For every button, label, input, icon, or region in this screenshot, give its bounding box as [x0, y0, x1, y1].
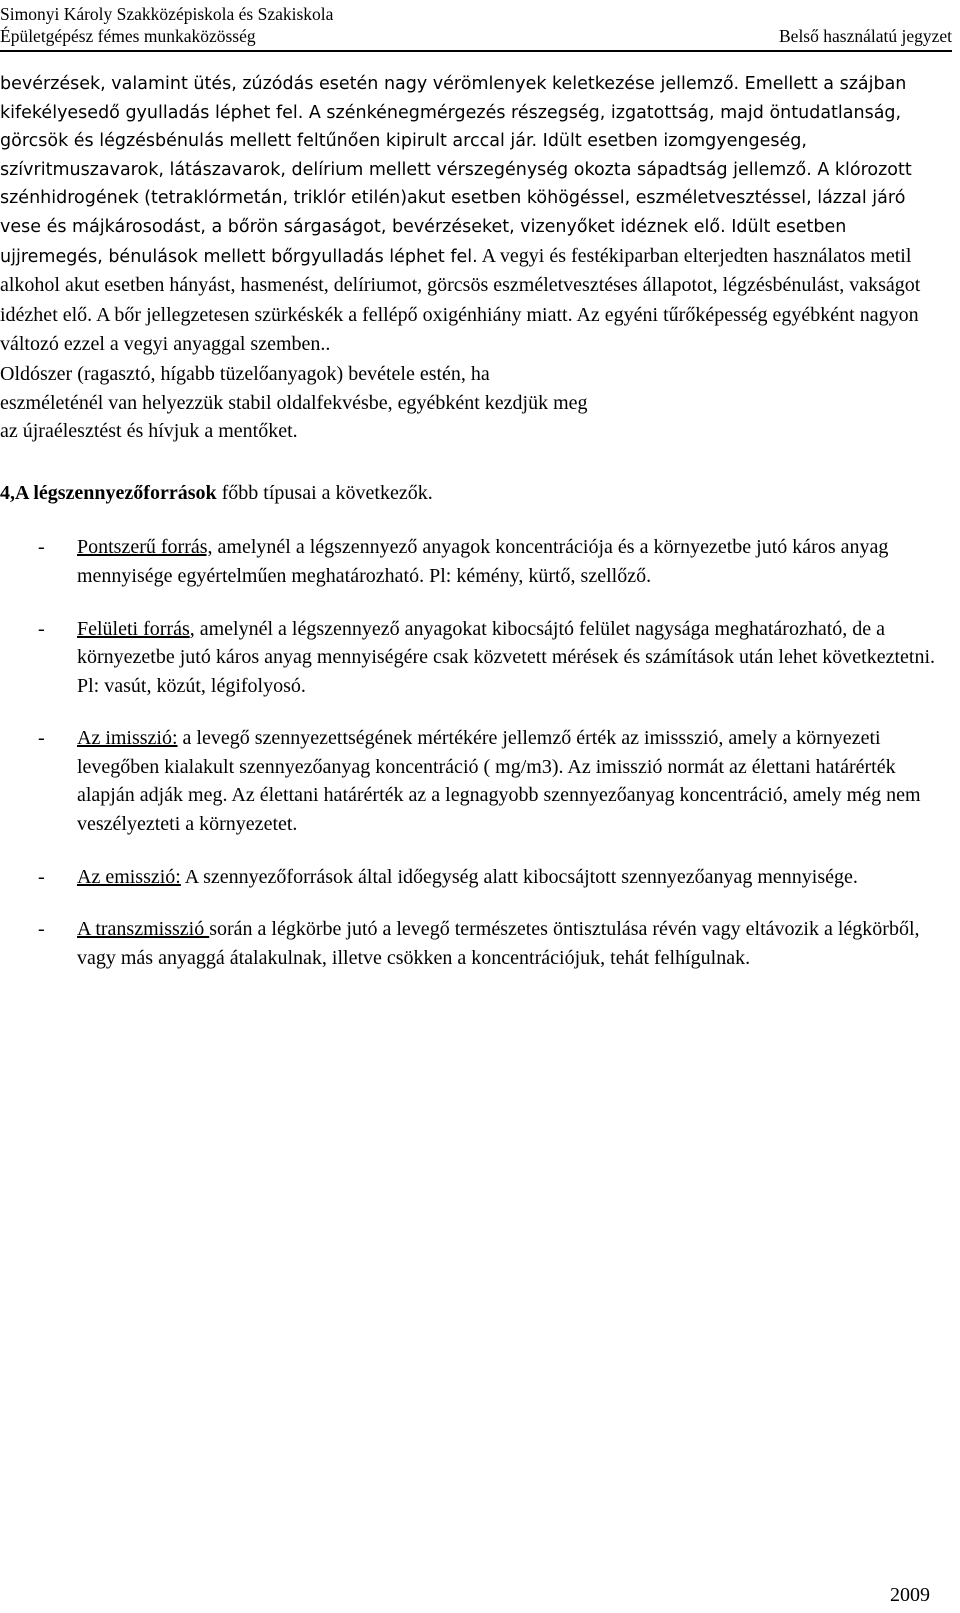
section-heading: [0, 479, 945, 508]
list-item-term: Pontszerű forrás,: [77, 536, 213, 559]
list-item-term: Felületi forrás: [77, 617, 190, 640]
dash-bullet: -: [38, 617, 45, 640]
header-row-1: [0, 3, 952, 25]
solvent-line-1: Oldószer (ragasztó, hígabb tüzelőanyagok) bevétele estén, ha: [0, 362, 490, 385]
list-item: [0, 724, 945, 838]
intro-serif-text: A vegyi és festékiparban elterjedten használatos metil alkohol akut esetben hányást, hasmenést, delíriumot, görcsös eszméletvesztéses állapotot, légzésbénulást, vakságot idézhet elő. A bőr jellegzetesen szürkéskék a fellépő oxigénhiány miatt. Az egyéni tűrőképesség egyébként nagyon változó ezzel a vegyi anyaggal szemben..: [0, 244, 921, 356]
section-bold-title: A légszennyezőforrások: [15, 481, 217, 504]
dash-bullet: -: [38, 536, 45, 559]
list-item-text: , amelynél a légszennyező anyagokat kibocsájtó felület nagysága meghatározható, de a környezetbe jutó káros anyag mennyiségére csak közvetett mérések és számítások után lehet következtetni. Pl: vasút, közút, légifolyosó.: [77, 617, 936, 697]
list-item-term: Az emisszió:: [77, 865, 181, 888]
dash-bullet: -: [38, 865, 45, 888]
document-note: Belső használatú jegyzet: [779, 26, 952, 46]
list-item-text: során a légkörbe jutó a levegő természetes öntisztulása révén vagy eltávozik a légkörből, vagy más anyaggá átalakulnak, illetve csökken a koncentrációjuk, tehát felhígulnak.: [77, 918, 920, 969]
header-row-2: [0, 25, 952, 47]
section-number: 4,: [0, 481, 15, 504]
list-item-text: a levegő szennyezettségének mértékére jellemző érték az imissszió, amely a környezeti levegőben kialakult szennyezőanyag koncentráció ( mg/m3). Az imisszió normát az élettani határérték alapján adják meg. Az élettani határérték az a legnagyobb szennyezőanyag koncentráció, amely még nem veszélyezteti a környezetet.: [77, 727, 921, 836]
footer-year: 2009: [890, 1584, 930, 1606]
school-name: Simonyi Károly Szakközépiskola és Szakiskola: [0, 4, 334, 24]
department-name: Épületgépész fémes munkaközösség: [0, 26, 256, 46]
section-heading-rest: főbb típusai a következők.: [216, 481, 433, 504]
solvent-line-3: az újraélesztést és hívjuk a mentőket.: [0, 420, 298, 443]
document-body: [0, 70, 945, 996]
list-item: [0, 863, 945, 892]
solvent-line-2: eszméleténél van helyezzük stabil oldalfekvésbe, egyébként kezdjük meg: [0, 391, 588, 414]
list-item: [0, 915, 945, 972]
list-item: [0, 615, 945, 701]
list-item-text: amelynél a légszennyező anyagok koncentrációja és a környezetbe jutó káros anyag mennyisége egyértelműen meghatározható. Pl: kémény, kürtő, szellőző.: [77, 536, 889, 587]
intro-sans-text: bevérzések, valamint ütés, zúzódás esetén nagy vérömlenyek keletkezése jellemző. Emellett a szájban kifekélyesedő gyulladás léphet fel. A szénkénegmérgezés részegség, izgatottság, majd öntudatlanság, görcsök és légzésbénulás mellett feltűnően kipirult arccal jár. Idült esetben izomgyengeség, szívritmuszavarok, látászavarok, delírium mellett vérszegénység okozta sápadtság jellemző. A klórozott szénhidrogének (tetraklórmetán, triklór etilén)akut esetben köhögéssel, eszméletvesztéssel, lázzal járó vese és májkárosodást, a bőrön sárgaságot, bevérzéseket, vizenyőket idéznek elő. Idült esetben ujjremegés, bénulások mellett bőrgyulladás léphet fel.: [0, 74, 912, 267]
dash-bullet: -: [38, 918, 45, 941]
page-header: [0, 3, 952, 52]
list-item-term: A transzmisszió: [77, 918, 210, 941]
list-item-term: Az imisszió:: [77, 727, 178, 750]
dash-bullet: -: [38, 727, 45, 750]
source-type-list: [0, 533, 945, 972]
intro-paragraph: [0, 70, 945, 360]
list-item-text: A szennyezőforrások által időegység alatt kibocsájtott szennyezőanyag mennyisége.: [180, 865, 858, 888]
list-item: [0, 533, 945, 590]
